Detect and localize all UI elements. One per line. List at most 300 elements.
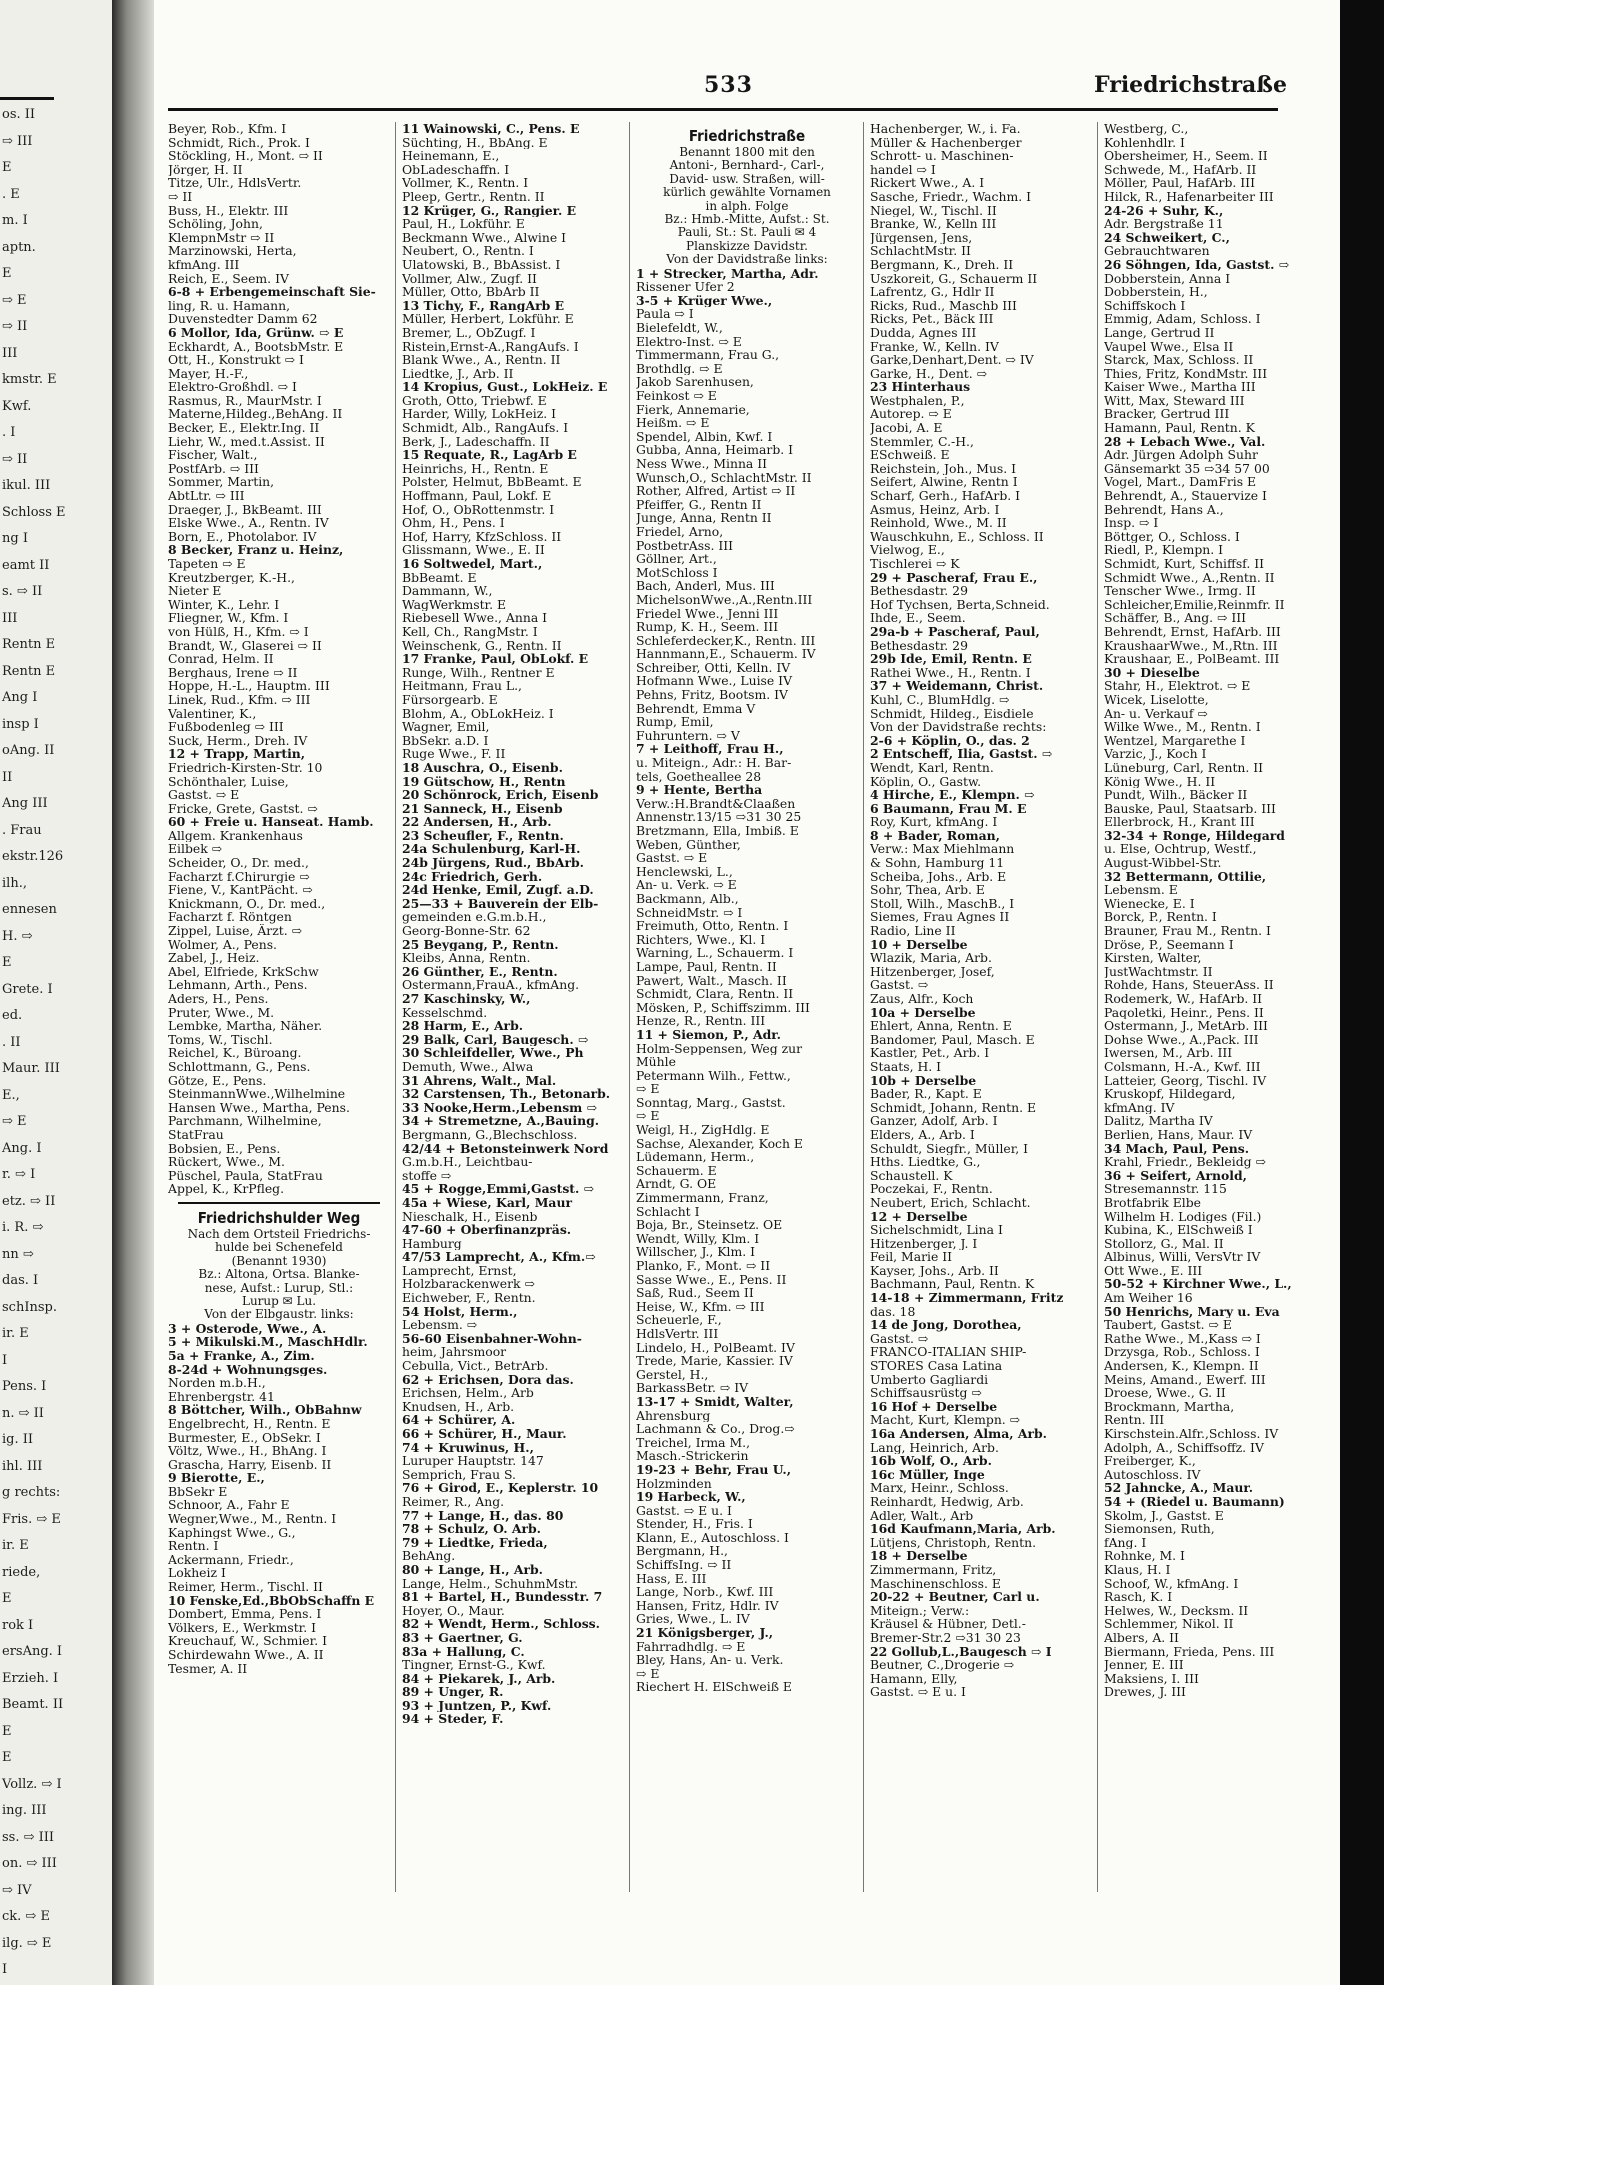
facing-page-line: I (2, 1352, 8, 1368)
facing-page-rule (0, 97, 54, 100)
directory-line: Stender, H., Fris. I (636, 1517, 753, 1531)
facing-page-line: Beamt. II (2, 1697, 64, 1712)
directory-line: Liedtke, J., Arb. II (402, 366, 514, 381)
directory-line: Scheider, O., Dr. med., (168, 856, 309, 870)
directory-line: 27 Kaschinsky, W., (402, 992, 531, 1006)
facing-page-line: n. ⇨ II (2, 1405, 44, 1421)
directory-line: Reinhardt, Hedwig, Arb. (870, 1494, 1024, 1509)
directory-line: Dammann, W., (402, 584, 493, 598)
directory-line: 16b Wolf, O., Arb. (870, 1454, 992, 1468)
directory-line: Gänsemarkt 35 ⇨34 57 00 (1104, 461, 1270, 476)
facing-page-line: . II (2, 1034, 21, 1050)
directory-line: Nieter E (168, 584, 222, 598)
directory-line: 28 + Lebach Wwe., Val. (1104, 434, 1266, 449)
directory-line: Tesmer, A. II (168, 1661, 248, 1676)
directory-line: 12 + Trapp, Martin, (168, 747, 306, 761)
directory-line: Ahrensburg (636, 1408, 711, 1423)
directory-line: Rückert, Wwe., M. (168, 1155, 285, 1169)
directory-line: Berghaus, Irene ⇨ II (168, 665, 298, 680)
column-2 (402, 122, 624, 1892)
directory-line: Schmidt, Rich., Prok. I (168, 135, 310, 150)
directory-line: Rohde, Hans, SteuerAss. II (1104, 978, 1274, 992)
directory-line: Umberto Gagliardi (870, 1372, 989, 1387)
directory-line: Von der Davidstraße links: (666, 253, 828, 267)
facing-page-line: Pens. I (2, 1379, 47, 1394)
directory-line: SteinmannWwe.,Wilhelmine (168, 1087, 346, 1101)
directory-line: Fußbodenleg ⇨ III (168, 720, 284, 734)
directory-line: Asmus, Heinz, Arb. I (870, 502, 1000, 517)
column-4-entries (870, 122, 1092, 1699)
directory-line: Eilbek ⇨ (168, 842, 223, 857)
directory-line: Stöckling, H., Mont. ⇨ II (168, 149, 323, 163)
directory-line: Sachse, Alexander, Koch E (636, 1136, 803, 1151)
facing-page-line: Ang III (2, 796, 48, 811)
facing-page-line: E (2, 266, 12, 281)
directory-line: Hoyer, O., Maur. (402, 1603, 505, 1618)
directory-line: Schirdewahn Wwe., A. II (168, 1648, 324, 1662)
facing-page-line: ir. E (2, 1538, 29, 1553)
directory-line: Aders, H., Pens. (168, 992, 269, 1006)
directory-line: Hansen Wwe., Martha, Pens. (168, 1100, 350, 1115)
directory-line: Riechert H. ElSchweiß E (636, 1680, 792, 1694)
directory-line: Kraushaar, E., PolBeamt. III (1104, 652, 1280, 666)
directory-line: 54 Holst, Herm., (402, 1304, 518, 1319)
directory-line: Stollorz, G., Mal. II (1104, 1236, 1224, 1251)
directory-line: 36 + Seifert, Arnold, (1104, 1168, 1247, 1183)
directory-line: Gries, Wwe., L. IV (636, 1612, 750, 1627)
directory-line: Gebrauchtwaren (1104, 244, 1210, 258)
directory-line: König Wwe., H. II (1104, 774, 1216, 789)
directory-line: Ristein,Ernst-A.,RangAufs. I (402, 339, 579, 354)
directory-line: 34 Mach, Paul, Pens. (1104, 1141, 1250, 1156)
directory-line: Feinkost ⇨ E (636, 389, 717, 403)
directory-line: gemeinden e.G.m.b.H., (402, 910, 547, 925)
directory-line: 28 Harm, E., Arb. (402, 1019, 524, 1033)
directory-line: 10b + Derselbe (870, 1073, 977, 1088)
facing-page-line: ir. E (2, 1326, 29, 1341)
directory-line: Autorep. ⇨ E (870, 407, 952, 422)
book-gutter (112, 0, 154, 1985)
directory-line: Facharzt f.Chirurgie ⇨ (168, 869, 310, 884)
section-title-friedrichshulder-weg: Friedrichshulder Weg (197, 1208, 361, 1227)
directory-line: Drzysga, Rob., Schloss. I (1104, 1345, 1260, 1360)
directory-line: 2 Entscheff, Ilia, Gastst. ⇨ (870, 747, 1053, 761)
directory-line: 6 Mollor, Ida, Grünw. ⇨ E (168, 325, 344, 340)
column-1 (168, 122, 390, 1892)
directory-line: Vollmer, K., Rentn. I (402, 176, 529, 190)
facing-page-line: E (2, 1723, 12, 1739)
directory-line: Kaiser Wwe., Martha III (1104, 380, 1256, 394)
directory-line: 10a + Derselbe (870, 1005, 976, 1020)
directory-line: Graschа, Harry, Eisenb. II (168, 1457, 332, 1472)
directory-line: 24 Schweikert, C., (1104, 230, 1230, 245)
directory-line: Rohnke, M. I (1104, 1549, 1185, 1563)
directory-line: Westberg, C., (1104, 122, 1189, 136)
directory-line: kfmAng. IV (1104, 1100, 1175, 1115)
directory-line: Planskizze Davidstr. (686, 239, 808, 253)
directory-line: Gerstel, H., (636, 1367, 709, 1382)
directory-line: Bachmann, Paul, Rentn. K (870, 1277, 1035, 1292)
directory-line: Brothdlg. ⇨ E (636, 361, 723, 376)
directory-line: Pawert, Walt., Masch. II (636, 973, 787, 988)
directory-line: Reimer, Herm., Tischl. II (168, 1580, 323, 1594)
directory-line: Verw.: Max Miehlmann (870, 842, 1015, 857)
directory-line: Kirschstein.Alfr.,Schloss. IV (1104, 1427, 1279, 1441)
directory-line: Stoll, Wilh., MaschB., I (870, 896, 1015, 911)
directory-line: Luruper Hauptstr. 147 (402, 1454, 544, 1468)
directory-line: Masch.-Strickerin (636, 1449, 749, 1463)
directory-line: Fuhruntern. ⇨ V (636, 728, 740, 743)
directory-line: Rickert Wwe., A. I (870, 176, 985, 190)
directory-line: Beyer, Rob., Kfm. I (168, 122, 287, 136)
directory-line: u. Miteign., Adr.: H. Bar- (636, 756, 792, 770)
directory-line: Meins, Amand., Ewerf. III (1104, 1372, 1266, 1387)
directory-line: Berk, J., Ladeschaffn. II (402, 434, 550, 449)
directory-line: 81 + Bartel, H., Bundesstr. 7 (402, 1590, 603, 1604)
directory-line: Ostermann, J., MetArb. III (1104, 1019, 1268, 1033)
facing-page-line: ilh., (2, 875, 27, 891)
directory-line: Saß, Rud., Seem II (636, 1286, 754, 1300)
facing-page-line: Vollz. ⇨ I (2, 1776, 62, 1792)
directory-line: Jörger, H. II (168, 162, 243, 177)
directory-line: 29 + Pascheraf, Frau E., (870, 570, 1038, 585)
column-2-entries (402, 122, 624, 1726)
directory-line: Gastst. ⇨ E u. I (636, 1503, 732, 1518)
directory-line: Schwede, M., HafArb. II (1104, 162, 1257, 177)
directory-line: Roy, Kurt, kfmAng. I (870, 815, 998, 829)
directory-line: Vogel, Mart., DamFris E (1104, 475, 1257, 490)
directory-line: 34 + Stremetzne, A.,Bauing. (402, 1114, 600, 1128)
directory-line: Reimer, R., Ang. (402, 1494, 505, 1509)
directory-line: 13-17 + Smidt, Walter, (636, 1394, 794, 1409)
directory-line: Beckmann Wwe., Alwine I (402, 230, 567, 245)
scan-margin (1384, 0, 1600, 1985)
directory-line: heim, Jahrsmoor (402, 1345, 507, 1360)
directory-line: Schäffer, B., Ang. ⇨ III (1104, 611, 1247, 625)
directory-line: 11 + Siemon, P., Adr. (636, 1027, 781, 1042)
column-3 (636, 122, 858, 1892)
facing-page-line: ed. (2, 1008, 23, 1023)
facing-page-line: ck. ⇨ E (2, 1909, 50, 1924)
directory-line: Schrott- u. Maschinen- (870, 149, 1014, 163)
section-intro (168, 1228, 390, 1322)
directory-line: 8 Böttcher, Wilh., ObBahnw (168, 1403, 362, 1417)
facing-page-line: os. II (2, 107, 36, 122)
directory-line: Ruge Wwe., F. II (402, 747, 506, 761)
column-1-entries (168, 122, 390, 1196)
directory-line: Kell, Ch., RangMstr. I (402, 624, 538, 639)
directory-line: Stemmler, C.-H., (870, 434, 974, 449)
directory-line: Rentn. III (1104, 1413, 1165, 1427)
facing-page-line: . E (2, 186, 20, 202)
directory-line: An- u. Verkauf ⇨ (1104, 706, 1208, 721)
directory-line: Elske Wwe., A., Rentn. IV (168, 516, 329, 530)
directory-line: Schreiber, Otti, Kelln. IV (636, 660, 791, 675)
directory-line: 93 + Juntzen, P., Kwf. (402, 1698, 552, 1713)
directory-line: Mösken, P., Schiffszimm. III (636, 1000, 810, 1015)
directory-line: (Benannt 1930) (231, 1254, 327, 1268)
directory-line: ⇨ II (168, 189, 193, 204)
directory-line: 9 Bierotte, E., (168, 1471, 265, 1485)
column-3-entries (636, 267, 858, 1694)
section-rule (178, 1202, 380, 1204)
directory-line: Reinhold, Wwe., M. II (870, 516, 1007, 530)
directory-line: 24d Henke, Emil, Zugf. a.D. (402, 883, 594, 897)
directory-line: Bielefeldt, W., (636, 321, 723, 335)
directory-line: Gastst. ⇨ (870, 978, 929, 992)
directory-line: Bergmann, G.,Blechschloss. (402, 1127, 578, 1142)
directory-line: & Sohn, Hamburg 11 (870, 856, 1005, 870)
page-number: 533 (704, 72, 753, 98)
directory-line: Lembke, Martha, Näher. (168, 1019, 323, 1033)
directory-line: Rentn. I (168, 1539, 219, 1553)
directory-line: Knickmann, O., Dr. med., (168, 896, 326, 911)
directory-line: Pehns, Fritz, Bootsm. IV (636, 688, 789, 702)
directory-line: Schlottmann, G., Pens. (168, 1059, 311, 1074)
directory-line: Staats, H. I (870, 1059, 942, 1074)
directory-line: Weigl, H., ZigHdlg. E (636, 1123, 770, 1137)
directory-line: Garke,Denhart,Dent. ⇨ IV (870, 353, 1034, 367)
facing-page-line: ⇨ IV (2, 1882, 32, 1898)
directory-line: Wolmer, A., Pens. (168, 937, 277, 952)
scan-edge-shadow (1340, 0, 1384, 1985)
directory-line: Götze, E., Pens. (168, 1073, 267, 1088)
directory-line: Adr. Jürgen Adolph Suhr (1104, 448, 1258, 462)
directory-line: 8 Becker, Franz u. Heinz, (168, 543, 344, 557)
directory-line: Brockmann, Martha, (1104, 1399, 1235, 1414)
directory-line: 47/53 Lamprecht, A., Kfm.⇨ (402, 1250, 596, 1264)
directory-line: Kruskopf, Hildegard, (1104, 1087, 1236, 1101)
directory-line: Müller, Otto, BbArb II (402, 285, 540, 299)
directory-line: Nach dem Ortsteil Friedrichs- (187, 1227, 371, 1241)
directory-line: Stresemannstr. 115 (1104, 1182, 1227, 1196)
directory-line: Hansen, Fritz, Hdlr. IV (636, 1598, 779, 1613)
directory-line: ling, R. u. Hamann, (168, 298, 291, 313)
directory-line: Franke, W., Kelln. IV (870, 339, 999, 354)
directory-line: Spendel, Albin, Kwf. I (636, 429, 773, 444)
directory-line: Lampe, Paul, Rentn. II (636, 959, 777, 974)
facing-page-line: insp I (2, 716, 39, 732)
directory-line: Klaus, H. I (1104, 1562, 1171, 1577)
directory-line: Wunsch,O., SchlachtMstr. II (636, 470, 812, 485)
directory-line: Gastst. ⇨ (870, 1331, 929, 1346)
directory-line: Hass, E. III (636, 1571, 707, 1586)
directory-line: Lachmann & Co., Drog.⇨ (636, 1422, 795, 1436)
directory-line: 10 + Derselbe (870, 937, 968, 952)
directory-line: 16a Andersen, Alma, Arb. (870, 1427, 1047, 1441)
directory-line: Dohse Wwe., A.,Pack. III (1104, 1032, 1259, 1047)
directory-line: Ness Wwe., Minna II (636, 456, 768, 471)
directory-line: Göllner, Art., (636, 552, 717, 566)
directory-line: Schöling, John, (168, 217, 263, 231)
directory-line: Kleibs, Anna, Rentn. (402, 951, 531, 965)
directory-line: Burmester, E., ObSekr. I (168, 1430, 321, 1445)
directory-line: Miteign.; Verw.: (870, 1603, 970, 1618)
directory-line: Pfeiffer, G., Rentn II (636, 497, 762, 512)
directory-line: Kesselschmd. (402, 1005, 488, 1020)
directory-line: BbSekr E (168, 1484, 228, 1499)
directory-line: Kayser, Johs., Arb. II (870, 1263, 999, 1278)
directory-line: Parchmann, Wilhelmine, (168, 1114, 322, 1128)
directory-line: Püschel, Paula, StatFrau (168, 1168, 323, 1183)
facing-page-line: I (2, 1962, 8, 1977)
directory-line: Willscher, J., Klm. I (636, 1245, 756, 1259)
directory-line: Thies, Fritz, KondMstr. III (1104, 366, 1268, 381)
directory-line: Reichel, K., Büroang. (168, 1046, 302, 1060)
directory-line: Taubert, Gastst. ⇨ E (1104, 1318, 1232, 1332)
directory-line: Fliegner, W., Kfm. I (168, 611, 289, 625)
directory-line: Dombert, Emma, Pens. I (168, 1607, 322, 1621)
directory-line: Titze, Ulr., HdlsVertr. (168, 176, 302, 190)
directory-line: 78 + Schulz, O. Arb. (402, 1522, 541, 1536)
directory-line: Friedrich-Kirsten-Str. 10 (168, 760, 323, 775)
facing-page-line: III (2, 345, 18, 361)
facing-page-line: das. I (2, 1273, 39, 1288)
directory-line: Hof Tychsen, Berta,Schneid. (870, 597, 1050, 612)
directory-line: Richters, Wwe., Kl. I (636, 932, 766, 947)
directory-line: Tapeten ⇨ E (168, 557, 246, 571)
directory-line: 25—33 + Bauverein der Elb- (402, 896, 599, 911)
column-divider (629, 122, 630, 1892)
directory-line: Sasse Wwe., E., Pens. II (636, 1272, 787, 1287)
directory-line: BehAng. (402, 1549, 456, 1563)
directory-line: Schaustell. K (870, 1168, 953, 1183)
directory-line: Knudsen, H., Arb. (402, 1399, 515, 1414)
directory-line: Gastst. ⇨ E (636, 851, 708, 865)
facing-page-line: oAng. II (2, 743, 55, 758)
directory-line: 8 + Bader, Roman, (870, 828, 1000, 843)
column-divider (1097, 122, 1098, 1892)
directory-line: in alph. Folge (705, 199, 789, 213)
directory-line: 30 Schleifdeller, Wwe., Ph (402, 1046, 584, 1060)
directory-line: Neubert, Erich, Schlacht. (870, 1195, 1031, 1210)
directory-line: Witt, Max, Steward III (1104, 393, 1245, 408)
directory-line: Weinschenk, G., Rentn. II (402, 638, 562, 653)
directory-line: Rathe Wwe., M.,Kass ⇨ I (1104, 1331, 1261, 1346)
directory-line: 11 Wainowski, C., Pens. E (402, 122, 580, 136)
directory-line: Iwersen, M., Arb. III (1104, 1046, 1233, 1060)
directory-line: Maksiens, I. III (1104, 1671, 1199, 1686)
directory-line: Gastst. ⇨ E u. I (870, 1685, 966, 1699)
directory-line: Tischlerei ⇨ K (870, 557, 960, 571)
directory-line: Holm-Seppensen, Weg zur (636, 1041, 803, 1056)
directory-line: Uszkoreit, G., Schauerm II (870, 271, 1038, 286)
directory-line: 45a + Wiese, Karl, Maur (402, 1195, 572, 1210)
directory-line: Feil, Marie II (870, 1250, 953, 1264)
directory-line: 29b Ide, Emil, Rentn. E (870, 652, 1032, 666)
directory-line: Hof, Harry, KfzSchloss. II (402, 529, 562, 544)
directory-line: Fricke, Grete, Gastst. ⇨ (168, 801, 318, 816)
directory-line: 45 + Rogge,Emmi,Gastst. ⇨ (402, 1182, 595, 1196)
directory-line: Lebensm. ⇨ (402, 1318, 478, 1332)
facing-page-line: ihl. III (2, 1458, 43, 1474)
directory-line: G.m.b.H., Leichtbau- (402, 1155, 533, 1169)
directory-line: Behrendt, Hans A., (1104, 502, 1224, 517)
directory-line: 74 + Kruwinus, H., (402, 1440, 534, 1455)
directory-line: Hachenberger, W., i. Fa. (870, 122, 1021, 136)
column-5-entries (1104, 122, 1326, 1699)
directory-line: Bz.: Hmb.-Mitte, Aufst.: St. (664, 213, 830, 227)
directory-line: 14 de Jong, Dorothea, (870, 1318, 1022, 1332)
directory-line: 79 + Liedtke, Frieda, (402, 1535, 548, 1550)
directory-line: Planko, F., Mont. ⇨ II (636, 1259, 771, 1273)
directory-line: Appel, K., KrPfleg. (168, 1182, 285, 1196)
directory-line: Borck, P., Rentn. I (1104, 910, 1217, 925)
directory-line: Adolph, A., Schiffsoffz. IV (1104, 1440, 1264, 1455)
directory-line: Völkers, E., Werkmstr. I (168, 1620, 317, 1635)
directory-line: Heitmann, Frau L., (402, 679, 522, 693)
directory-line: FRANCO-ITALIAN SHIP- (870, 1345, 1027, 1360)
directory-line: Ricks, Pet., Bäck III (870, 312, 994, 326)
directory-line: Linek, Rud., Kfm. ⇨ III (168, 692, 311, 707)
directory-line: Köplin, O., Gastw. (870, 774, 982, 789)
directory-line: Fürsorgearb. E (402, 692, 498, 707)
directory-line: 33 Nooke,Herm.,Lebensm ⇨ (402, 1100, 597, 1115)
directory-line: Kastler, Pet., Arb. I (870, 1046, 990, 1060)
directory-line: Schmidt, Kurt, Schiffsf. II (1104, 557, 1264, 571)
directory-line: Emmig, Adam, Schloss. I (1104, 312, 1261, 326)
directory-line: Bethesdastr. 29 (870, 638, 968, 653)
directory-line: 56-60 Eisenbahner-Wohn- (402, 1331, 582, 1346)
directory-line: 5 + Mikulski.M., MaschHdlr. (168, 1335, 368, 1349)
facing-page-line: i. R. ⇨ (2, 1220, 44, 1235)
facing-page-line: . Frau (2, 822, 42, 838)
directory-line: Ackermann, Friedr., (168, 1552, 294, 1567)
directory-line: StatFrau (168, 1127, 224, 1142)
directory-line: Allgem. Krankenhaus (168, 828, 303, 843)
directory-line: Fiene, V., KantPächt. ⇨ (168, 883, 313, 897)
directory-line: 2-6 + Köplin, O., das. 2 (870, 733, 1030, 748)
directory-line: Lurup ✉ Lu. (241, 1294, 317, 1308)
directory-line: Wicek, Liselotte, (1104, 692, 1209, 707)
directory-line: Lebensm. E (1104, 883, 1178, 897)
directory-line: Schmidt Wwe., A.,Rentn. II (1104, 570, 1275, 585)
directory-line: Bergmann, H., (636, 1544, 728, 1559)
directory-line: 3 + Osterode, Wwe., A. (168, 1321, 327, 1336)
directory-line: Fahrradhdlg. ⇨ E (636, 1639, 746, 1654)
directory-line: Demuth, Wwe., Alwa (402, 1059, 534, 1074)
directory-line: Rump, K. H., Seem. III (636, 620, 779, 634)
directory-line: 94 + Steder, F. (402, 1712, 504, 1727)
directory-line: Hoppe, H.-L., Hauptm. III (168, 679, 330, 693)
directory-line: Tingner, Ernst-G., Kwf. (402, 1658, 546, 1672)
facing-page-line: E (2, 1750, 12, 1765)
facing-page-line: ng I (2, 531, 28, 546)
directory-line: Jenner, E. III (1104, 1658, 1184, 1672)
directory-line: Schiffskoch I (1104, 298, 1186, 313)
directory-line: Hths. Liedtke, G., (870, 1155, 981, 1169)
directory-line: MotSchloss I (636, 565, 718, 580)
directory-line: Lang, Heinrich, Arb. (870, 1440, 999, 1455)
directory-line: 23 Hinterhaus (870, 380, 971, 394)
directory-line: Rump, Emil, (636, 715, 714, 729)
directory-line: Schnoor, A., Fahr E (168, 1498, 290, 1513)
directory-line: Valentiner, K., (168, 706, 257, 721)
directory-line: Runge, Wilh., Rentner E (402, 665, 555, 680)
facing-page-line: Fris. ⇨ E (2, 1511, 61, 1527)
directory-line: Von der Davidstraße rechts: (870, 720, 1047, 734)
directory-line: Timmermann, Frau G., (636, 348, 780, 362)
directory-line: 32 Carstensen, Th., Betonarb. (402, 1087, 611, 1101)
directory-line: Lüneburg, Carl, Rentn. II (1104, 760, 1264, 775)
directory-line: Biermann, Frieda, Pens. III (1104, 1644, 1275, 1659)
directory-line: Scharf, Gerh., HafArb. I (870, 489, 1021, 503)
directory-line: Wilhelm H. Lodiges (Fil.) (1104, 1209, 1262, 1224)
directory-line: Hamburg (402, 1236, 462, 1251)
directory-line: kürlich gewählte Vornamen (663, 186, 831, 200)
directory-line: Buss, H., Elektr. III (168, 203, 289, 218)
directory-line: Ehrenbergstr. 41 (168, 1389, 275, 1404)
